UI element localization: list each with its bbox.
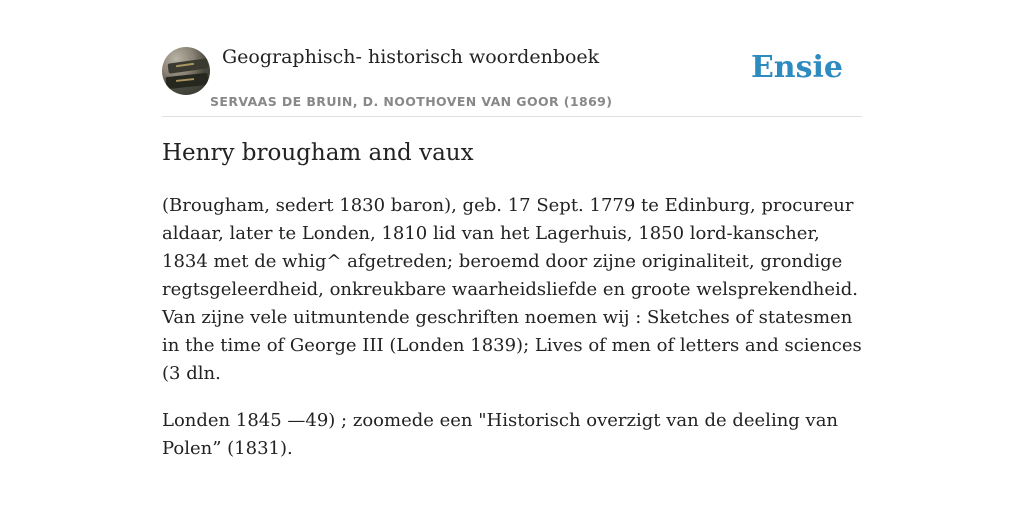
ensie-logo[interactable]: Ensie (750, 50, 843, 85)
page (162, 0, 862, 459)
book-title-link[interactable]: Geographisch- historisch woordenboek (222, 46, 600, 68)
book-cover-avatar[interactable] (162, 47, 210, 95)
book-spine-icon (165, 73, 208, 89)
entry-paragraph: Londen 1845 —49) ; zoomede een "Historisch overzigt van de deeling van Polen” (1831). (162, 410, 839, 459)
book-spine-icon (167, 58, 208, 73)
book-author: SERVAAS DE BRUIN, D. NOOTHOVEN VAN GOOR (1869) (210, 94, 613, 109)
book-header (162, 0, 862, 117)
entry-title: Henry brougham and vaux (162, 140, 474, 166)
entry-paragraph: (Brougham, sedert 1830 baron), geb. 17 Sept. 1779 te Edinburg, procureur aldaar, later te Londen, 1810 lid van het Lagerhuis, 1850 lord-kanscher, 1834 met de whig^ afgetreden; beroemd door zijne originaliteit, grondige regtsgeleerdheid, onkreukbare waarheidsliefde en groote welsprekendheid. Van zijne vele uitmuntende geschriften noemen wij : Sketches of statesmen in the time of George III (Londen 1839); Lives of men of letters and sciences (3 dln. (162, 195, 862, 384)
entry-body (162, 192, 867, 482)
